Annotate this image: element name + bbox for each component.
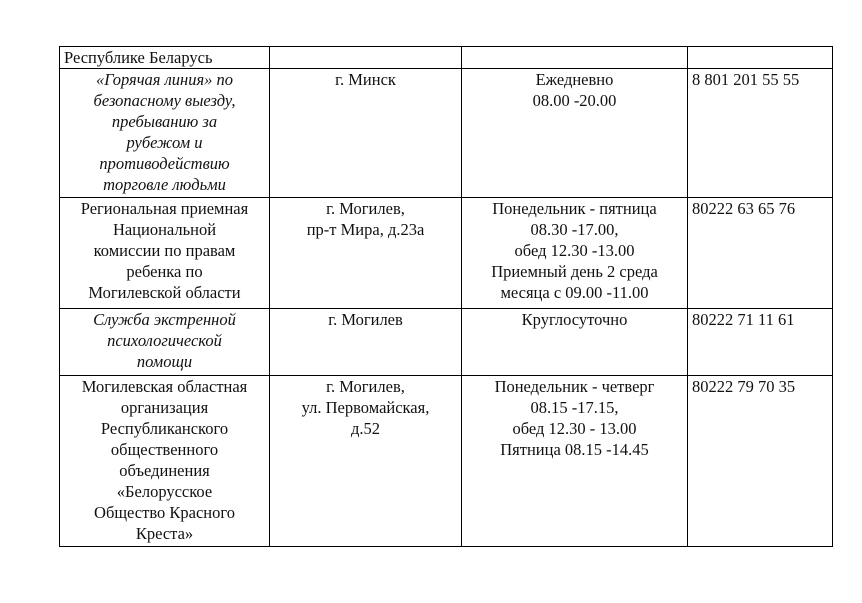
hours-line: Понедельник - пятница bbox=[492, 199, 657, 218]
organization-line: Служба экстренной bbox=[93, 310, 236, 329]
organization-line: Национальной bbox=[112, 220, 217, 239]
address-cell bbox=[270, 198, 462, 309]
hours-line: 08.00 -20.00 bbox=[532, 91, 617, 110]
organization-line: Республиканского bbox=[100, 419, 229, 438]
table-row bbox=[60, 47, 833, 69]
table-row bbox=[60, 198, 833, 309]
hours-line: обед 12.30 -13.00 bbox=[514, 241, 635, 260]
address-line: г. Могилев, bbox=[326, 377, 405, 396]
address-line: г. Могилев bbox=[328, 310, 403, 329]
contacts-table bbox=[59, 46, 833, 547]
address-cell bbox=[270, 47, 462, 69]
address-cell bbox=[270, 376, 462, 547]
organization-line: комиссии по правам bbox=[93, 241, 236, 260]
address-line: ул. Первомайская, bbox=[301, 398, 430, 417]
phone-cell: 80222 79 70 35 bbox=[688, 376, 833, 547]
hours-line: Понедельник - четверг bbox=[494, 377, 655, 396]
organization-line: безопасному выезду, bbox=[93, 91, 236, 110]
hours-cell bbox=[462, 376, 688, 547]
organization-line: Республике Беларусь bbox=[64, 48, 213, 67]
phone-cell bbox=[688, 47, 833, 69]
organization-line: «Белорусское bbox=[116, 482, 213, 501]
hours-line: 08.30 -17.00, bbox=[530, 220, 619, 239]
organization-line: пребыванию за bbox=[111, 112, 218, 131]
organization-line: объединения bbox=[119, 461, 210, 480]
organization-line: Могилевской области bbox=[88, 283, 241, 302]
address-line: г. Минск bbox=[335, 70, 396, 89]
organization-line: психологической bbox=[107, 331, 222, 350]
organization-cell bbox=[60, 376, 270, 547]
hours-cell bbox=[462, 47, 688, 69]
organization-cell bbox=[60, 198, 270, 309]
hours-line: Пятница 08.15 -14.45 bbox=[500, 440, 649, 459]
hours-cell bbox=[462, 69, 688, 198]
hours-cell bbox=[462, 198, 688, 309]
organization-cell bbox=[60, 309, 270, 376]
hours-line: месяца с 09.00 -11.00 bbox=[500, 283, 649, 302]
address-cell bbox=[270, 69, 462, 198]
hours-line: обед 12.30 - 13.00 bbox=[512, 419, 637, 438]
address-line: пр-т Мира, д.23а bbox=[306, 220, 425, 239]
table-row bbox=[60, 309, 833, 376]
phone-cell: 8 801 201 55 55 bbox=[688, 69, 833, 198]
organization-line: Региональная приемная bbox=[80, 199, 249, 218]
hours-line: Ежедневно bbox=[535, 70, 614, 89]
hours-line: Приемный день 2 среда bbox=[491, 262, 658, 281]
organization-line: противодействию bbox=[99, 154, 230, 173]
organization-line: «Горячая линия» по bbox=[95, 70, 234, 89]
address-line: г. Могилев, bbox=[326, 199, 405, 218]
organization-line: ребенка по bbox=[126, 262, 203, 281]
hours-cell bbox=[462, 309, 688, 376]
organization-cell bbox=[60, 47, 270, 69]
table-row bbox=[60, 376, 833, 547]
phone-cell: 80222 63 65 76 bbox=[688, 198, 833, 309]
organization-line: рубежом и bbox=[126, 133, 203, 152]
organization-line: Могилевская областная bbox=[81, 377, 248, 396]
phone-cell: 80222 71 11 61 bbox=[688, 309, 833, 376]
hours-line: 08.15 -17.15, bbox=[530, 398, 619, 417]
organization-cell bbox=[60, 69, 270, 198]
address-line: д.52 bbox=[350, 419, 381, 438]
organization-line: Креста» bbox=[135, 524, 194, 543]
organization-line: организация bbox=[120, 398, 209, 417]
organization-line: помощи bbox=[136, 352, 193, 371]
organization-line: торговле людьми bbox=[103, 175, 226, 194]
table-row bbox=[60, 69, 833, 198]
hours-line: Круглосуточно bbox=[521, 310, 628, 329]
organization-line: общественного bbox=[110, 440, 219, 459]
organization-line: Общество Красного bbox=[94, 503, 235, 522]
address-cell bbox=[270, 309, 462, 376]
